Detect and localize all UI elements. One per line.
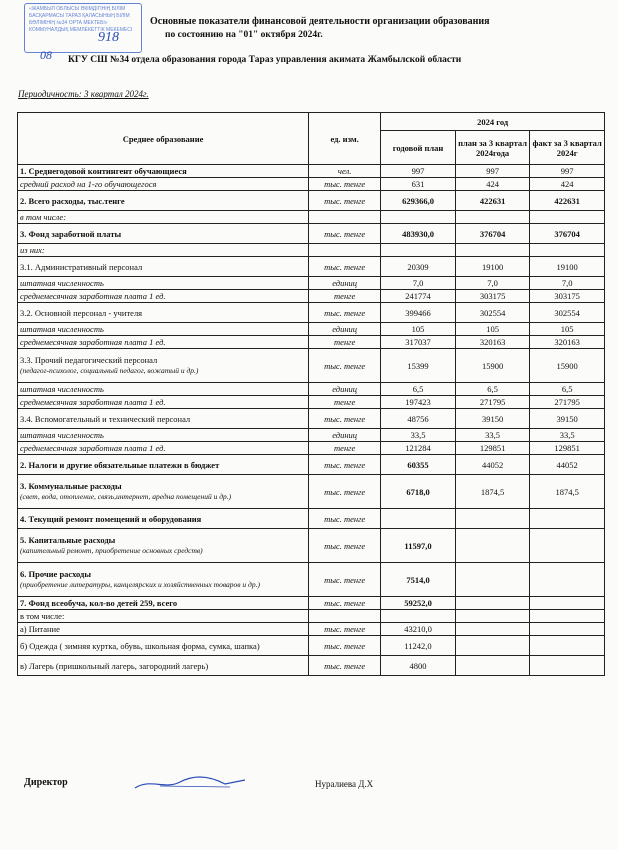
- row-value-v2: 271795: [455, 396, 530, 409]
- row-value-v1: 15399: [381, 349, 456, 383]
- row-value-v2: [455, 597, 530, 610]
- row-label-text: 4. Текущий ремонт помещений и оборудования: [20, 513, 202, 524]
- row-value-v2: 105: [455, 323, 530, 336]
- col-header-plan-q3: план за 3 квартал 2024года: [455, 131, 530, 165]
- table-row: [18, 257, 605, 277]
- row-label-text: 1. Среднегодовой контингент обучающиеся: [20, 166, 187, 176]
- row-value-v3: 303175: [530, 290, 605, 303]
- row-value-v1: [381, 244, 456, 257]
- row-label: [18, 303, 309, 323]
- col-header-unit: ед. изм.: [309, 113, 381, 165]
- row-label-text: среднемесячная заработная плата 1 ед.: [20, 397, 166, 407]
- row-value-v3: [530, 636, 605, 656]
- table-row: [18, 409, 605, 429]
- row-value-v1: 48756: [381, 409, 456, 429]
- table-row: [18, 610, 605, 623]
- row-label: [18, 656, 309, 676]
- row-value-v2: 19100: [455, 257, 530, 277]
- row-value-v2: 997: [455, 165, 530, 178]
- row-value-v2: 422631: [455, 191, 530, 211]
- col-header-name: Среднее образование: [18, 113, 309, 165]
- row-value-v1: 60355: [381, 455, 456, 475]
- col-header-annual-plan: годовой план: [381, 131, 456, 165]
- row-value-v3: 1874,5: [530, 475, 605, 509]
- row-value-v2: 320163: [455, 336, 530, 349]
- date-line: по состоянию на "01" октября 2024г.: [165, 30, 323, 40]
- row-unit: единиц: [309, 277, 381, 290]
- row-value-v3: 39150: [530, 409, 605, 429]
- row-label: [18, 509, 309, 529]
- row-value-v1: 6718,0: [381, 475, 456, 509]
- row-label-text: 3.3. Прочий педагогический персонал: [20, 355, 158, 365]
- row-value-v1: 11242,0: [381, 636, 456, 656]
- row-label: [18, 165, 309, 178]
- row-unit: [309, 211, 381, 224]
- row-label: [18, 636, 309, 656]
- table-row: [18, 563, 605, 597]
- row-label-text: из них:: [20, 245, 45, 255]
- row-value-v3: 33,5: [530, 429, 605, 442]
- row-value-v3: [530, 509, 605, 529]
- row-label-text: б) Одежда ( зимняя куртка, обувь, школьная форма, сумка, шапка): [20, 640, 260, 651]
- row-label-text: 3. Фонд заработной платы: [20, 228, 122, 239]
- row-label: [18, 429, 309, 442]
- row-label-text: в том числе:: [20, 212, 67, 222]
- row-label: [18, 383, 309, 396]
- row-label-text: средний расход на 1-го обучающегося: [20, 179, 157, 189]
- row-unit: тенге: [309, 290, 381, 303]
- row-value-v2: 15900: [455, 349, 530, 383]
- table-row: [18, 455, 605, 475]
- row-value-v3: 15900: [530, 349, 605, 383]
- row-value-v1: 7,0: [381, 277, 456, 290]
- director-name: Нуралиева Д.Х: [315, 779, 374, 789]
- row-label: [18, 597, 309, 610]
- row-value-v1: 631: [381, 178, 456, 191]
- row-unit: единиц: [309, 383, 381, 396]
- row-value-v1: 483930,0: [381, 224, 456, 244]
- signature: [130, 772, 250, 794]
- row-unit: тыс. тенге: [309, 409, 381, 429]
- row-value-v3: 320163: [530, 336, 605, 349]
- row-label-text: штатная численность: [20, 430, 104, 440]
- row-value-v1: 121284: [381, 442, 456, 455]
- row-label: [18, 623, 309, 636]
- row-label: [18, 191, 309, 211]
- row-value-v2: [455, 636, 530, 656]
- row-label: [18, 563, 309, 597]
- row-unit: тыс. тенге: [309, 563, 381, 597]
- table-row: [18, 429, 605, 442]
- row-value-v3: [530, 610, 605, 623]
- row-unit: тыс. тенге: [309, 224, 381, 244]
- row-value-v2: 424: [455, 178, 530, 191]
- row-value-v2: 129851: [455, 442, 530, 455]
- row-value-v3: 422631: [530, 191, 605, 211]
- row-value-v1: 241774: [381, 290, 456, 303]
- row-label-text: в том числе:: [20, 611, 65, 621]
- row-label-text: среднемесячная заработная плата 1 ед.: [20, 291, 166, 301]
- row-label: [18, 610, 309, 623]
- row-value-v3: [530, 623, 605, 636]
- table-row: [18, 178, 605, 191]
- row-value-v2: 6,5: [455, 383, 530, 396]
- row-label-text: 6. Прочие расходы: [20, 569, 91, 579]
- table-row: [18, 303, 605, 323]
- table-row: [18, 349, 605, 383]
- row-label: [18, 211, 309, 224]
- table-row: [18, 191, 605, 211]
- row-label-text: штатная численность: [20, 278, 104, 288]
- row-value-v1: 197423: [381, 396, 456, 409]
- table-row: [18, 597, 605, 610]
- row-value-v3: 424: [530, 178, 605, 191]
- row-label-text: штатная численность: [20, 324, 104, 334]
- row-unit: тыс. тенге: [309, 455, 381, 475]
- table-row: [18, 224, 605, 244]
- row-label: [18, 396, 309, 409]
- row-unit: тыс. тенге: [309, 257, 381, 277]
- row-value-v2: 302554: [455, 303, 530, 323]
- row-unit: тенге: [309, 396, 381, 409]
- row-value-v3: [530, 211, 605, 224]
- row-value-v3: 7,0: [530, 277, 605, 290]
- official-stamp: [24, 3, 142, 53]
- row-label-text: среднемесячная заработная плата 1 ед.: [20, 443, 166, 453]
- row-value-v1: 629366,0: [381, 191, 456, 211]
- row-unit: тыс. тенге: [309, 509, 381, 529]
- table-row: [18, 396, 605, 409]
- row-label-text: 3. Коммунальные расходы: [20, 481, 122, 491]
- row-value-v3: [530, 244, 605, 257]
- table-row: [18, 244, 605, 257]
- row-label-text: 3.1. Административный персонал: [20, 261, 143, 272]
- row-value-v1: 105: [381, 323, 456, 336]
- table-row: [18, 529, 605, 563]
- table-row: [18, 656, 605, 676]
- handwritten-mark: 08: [40, 48, 52, 62]
- row-unit: чел.: [309, 165, 381, 178]
- row-value-v3: [530, 597, 605, 610]
- row-value-v3: 997: [530, 165, 605, 178]
- row-label-text: а) Питание: [20, 624, 60, 634]
- row-label: [18, 529, 309, 563]
- row-label: [18, 244, 309, 257]
- row-value-v1: [381, 610, 456, 623]
- row-value-v1: 20309: [381, 257, 456, 277]
- table-row: [18, 636, 605, 656]
- row-sublabel: (педагог-психолог, социальный педагог, вожатый и др.): [20, 366, 199, 375]
- row-value-v1: 6,5: [381, 383, 456, 396]
- table-row: [18, 290, 605, 303]
- row-value-v2: [455, 656, 530, 676]
- row-unit: [309, 610, 381, 623]
- row-unit: тыс. тенге: [309, 191, 381, 211]
- col-header-fact-q3: факт за 3 квартал 2024г: [530, 131, 605, 165]
- row-value-v2: [455, 509, 530, 529]
- row-value-v3: 105: [530, 323, 605, 336]
- row-value-v2: 376704: [455, 224, 530, 244]
- table-row: [18, 277, 605, 290]
- table-row: [18, 475, 605, 509]
- row-value-v2: [455, 529, 530, 563]
- row-value-v1: 59252,0: [381, 597, 456, 610]
- row-label-text: 7. Фонд всеобуча, кол-во детей 259, всего: [20, 598, 178, 608]
- row-label-text: 3.2. Основной персонал - учителя: [20, 307, 143, 318]
- row-unit: тыс. тенге: [309, 303, 381, 323]
- row-label-text: 2. Всего расходы, тыс.тенге: [20, 195, 125, 206]
- row-unit: единиц: [309, 323, 381, 336]
- row-value-v3: 376704: [530, 224, 605, 244]
- row-sublabel: (приобретение литературы, канцелярских и хозяйственных товаров и др.): [20, 580, 260, 589]
- periodicity: Периодичность: 3 квартал 2024г.: [18, 89, 149, 99]
- row-value-v3: 302554: [530, 303, 605, 323]
- row-label: [18, 224, 309, 244]
- row-label-text: в) Лагерь (пришкольный лагерь, загородний лагерь): [20, 660, 209, 671]
- row-label: [18, 277, 309, 290]
- row-value-v2: 303175: [455, 290, 530, 303]
- row-unit: единиц: [309, 429, 381, 442]
- row-value-v1: 317037: [381, 336, 456, 349]
- row-value-v3: 6,5: [530, 383, 605, 396]
- row-sublabel: (капительный ремонт, приобретение основных средств): [20, 546, 203, 555]
- row-value-v2: 33,5: [455, 429, 530, 442]
- row-label-text: 2. Налоги и другие обязательные платежи в бюджет: [20, 459, 220, 470]
- row-unit: тыс. тенге: [309, 529, 381, 563]
- row-label: [18, 442, 309, 455]
- row-label: [18, 290, 309, 303]
- col-header-year: 2024 год: [381, 113, 605, 131]
- row-value-v2: 7,0: [455, 277, 530, 290]
- row-value-v1: 11597,0: [381, 529, 456, 563]
- row-label: [18, 409, 309, 429]
- row-label: [18, 349, 309, 383]
- row-value-v1: 997: [381, 165, 456, 178]
- stamp-handwritten-number: 918: [98, 30, 119, 45]
- row-unit: тыс. тенге: [309, 475, 381, 509]
- row-value-v1: 7514,0: [381, 563, 456, 597]
- row-value-v1: 43210,0: [381, 623, 456, 636]
- row-value-v3: [530, 656, 605, 676]
- document-title: Основные показатели финансовой деятельности организации образования: [150, 16, 490, 27]
- row-label: [18, 257, 309, 277]
- row-unit: тенге: [309, 442, 381, 455]
- row-label: [18, 336, 309, 349]
- row-value-v2: [455, 610, 530, 623]
- row-value-v3: [530, 563, 605, 597]
- row-unit: тыс. тенге: [309, 597, 381, 610]
- row-value-v2: 1874,5: [455, 475, 530, 509]
- table-row: [18, 165, 605, 178]
- row-label: [18, 323, 309, 336]
- row-label-text: 5. Капитальные расходы: [20, 535, 116, 545]
- row-unit: [309, 244, 381, 257]
- table-body: [18, 165, 605, 676]
- row-value-v1: 4800: [381, 656, 456, 676]
- row-value-v3: 44052: [530, 455, 605, 475]
- row-label-text: 3.4. Вспомогательный и технический персонал: [20, 413, 191, 424]
- row-unit: тыс. тенге: [309, 656, 381, 676]
- row-unit: тыс. тенге: [309, 636, 381, 656]
- table-row: [18, 509, 605, 529]
- row-label: [18, 178, 309, 191]
- row-value-v2: [455, 563, 530, 597]
- row-value-v1: 399466: [381, 303, 456, 323]
- row-label-text: штатная численность: [20, 384, 104, 394]
- row-value-v1: [381, 211, 456, 224]
- table-row: [18, 323, 605, 336]
- row-label-text: среднемесячная заработная плата 1 ед.: [20, 337, 166, 347]
- row-value-v3: [530, 529, 605, 563]
- row-value-v2: 44052: [455, 455, 530, 475]
- table-row: [18, 211, 605, 224]
- table-row: [18, 383, 605, 396]
- organization-line: КГУ СШ №34 отдела образования города Тараз управления акимата Жамбылской области: [68, 55, 462, 65]
- row-value-v3: 129851: [530, 442, 605, 455]
- row-unit: тенге: [309, 336, 381, 349]
- table-row: [18, 336, 605, 349]
- row-unit: тыс. тенге: [309, 178, 381, 191]
- stamp-text: «ЖАМБЫЛ ОБЛЫСЫ ӘКІМДІГІНІҢ БІЛІМ БАСҚАРМАСЫ ТАРАЗ ҚАЛАСЫНЫҢ БІЛІМ БӨЛІМІНІҢ №34 ОРТА МЕКТЕБІ» КОММУНАЛДЫҚ МЕМЛЕКЕТТІК МЕКЕМЕСІ: [29, 6, 133, 33]
- table-row: [18, 442, 605, 455]
- row-value-v2: [455, 623, 530, 636]
- financial-table: [17, 112, 605, 676]
- row-unit: тыс. тенге: [309, 623, 381, 636]
- row-value-v3: 19100: [530, 257, 605, 277]
- row-value-v2: 39150: [455, 409, 530, 429]
- row-value-v2: [455, 244, 530, 257]
- row-label: [18, 455, 309, 475]
- director-label: Директор: [24, 777, 68, 788]
- row-value-v1: [381, 509, 456, 529]
- row-value-v2: [455, 211, 530, 224]
- table-row: [18, 623, 605, 636]
- row-value-v1: 33,5: [381, 429, 456, 442]
- row-value-v3: 271795: [530, 396, 605, 409]
- row-unit: тыс. тенге: [309, 349, 381, 383]
- row-sublabel: (свет, вода, отопление, связь,интернет, аредна помещений и др.): [20, 492, 232, 501]
- row-label: [18, 475, 309, 509]
